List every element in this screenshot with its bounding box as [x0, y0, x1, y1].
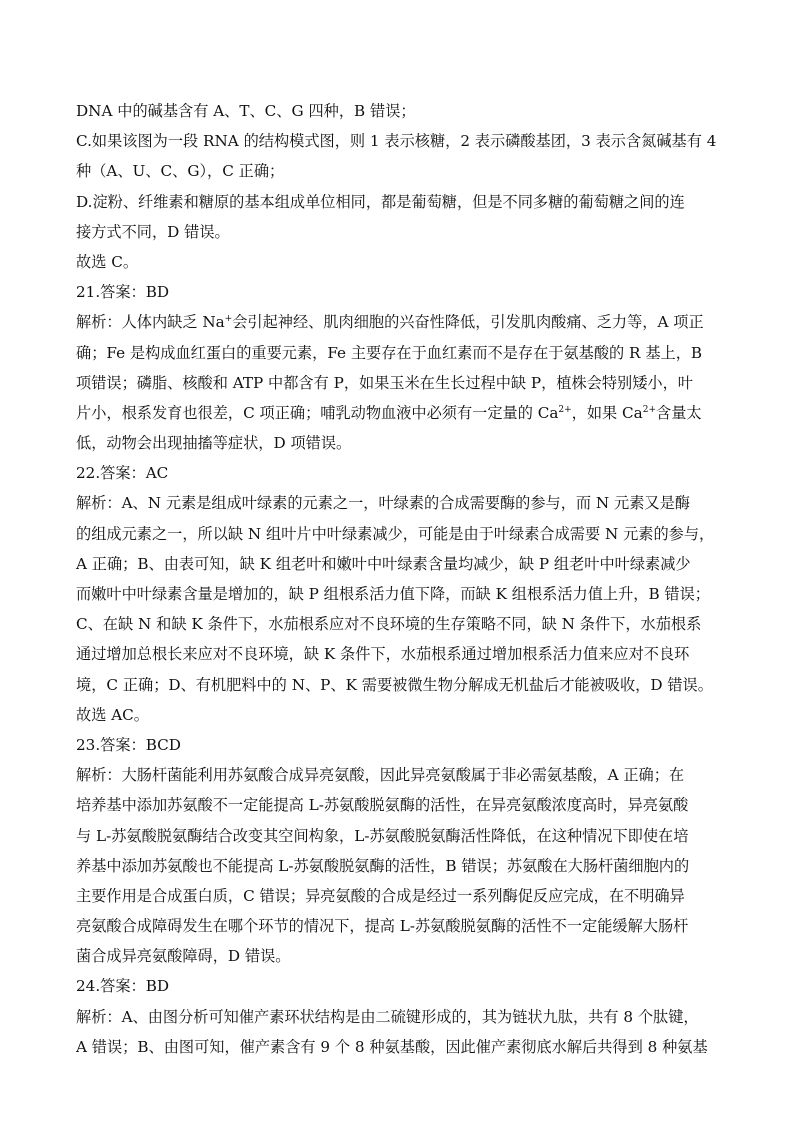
text-segment: 解析：大肠杆菌能利用苏氨酸合成异亮氨酸，因此异亮氨酸属于非必需氨基酸，A 正确；在 — [76, 766, 685, 785]
text-segment: A 正确；B、由表可知，缺 K 组老叶和嫩叶中叶绿素含量均减少，缺 P 组老叶中叶绿素减少 — [76, 554, 691, 573]
text-segment: 的组成元素之一，所以缺 N 组叶片中叶绿素减少，可能是由于叶绿素合成需要 N 元素的参与， — [76, 524, 715, 543]
text-segment: 主要作用是合成蛋白质，C 错误；异亮氨酸的合成是经过一系列酶促反应完成，在不明确异 — [76, 886, 685, 905]
text-segment: 低，动物会出现抽搐等症状，D 项错误。 — [76, 434, 352, 453]
text-segment: A 错误；B、由图可知，催产素含有 9 个 8 种氨基酸，因此催产素彻底水解后共得到 8 种氨基 — [76, 1037, 708, 1056]
text-line — [76, 338, 728, 368]
text-segment: 接方式不同，D 错误。 — [76, 222, 230, 241]
superscript-text: + — [224, 314, 233, 325]
text-segment: 片小，根系发育也很差，C 项正确；哺乳动物血液中必须有一定量的 Ca — [76, 403, 559, 422]
text-line — [76, 579, 728, 609]
text-segment: 确；Fe 是构成血红蛋白的重要元素，Fe 主要存在于血红素而不是存在于氨基酸的 R 基上，B — [76, 343, 703, 362]
text-line — [76, 700, 728, 730]
text-line — [76, 368, 728, 398]
text-line — [76, 428, 728, 458]
text-segment: 23.答案：BCD — [76, 735, 181, 754]
text-segment: DNA 中的碱基含有 A、T、C、G 四种，B 错误； — [76, 102, 416, 120]
text-line — [76, 458, 728, 488]
text-segment: 培养基中添加苏氨酸不一定能提高 L-苏氨酸脱氨酶的活性，在异亮氨酸浓度高时，异亮氨酸 — [76, 796, 689, 815]
text-segment: 而嫩叶中叶绿素含量是增加的，缺 P 组根系活力值下降，而缺 K 组根系活力值上升，B 错误； — [76, 585, 710, 603]
text-line — [76, 488, 728, 518]
text-segment: 解析：A、由图分析可知催产素环状结构是由二硫键形成的，其为链状九肽，共有 8 个肽键， — [76, 1007, 699, 1026]
text-line — [76, 911, 728, 941]
text-line — [76, 730, 728, 760]
text-segment: 菌合成异亮氨酸障碍，D 错误。 — [76, 947, 291, 966]
text-line — [76, 609, 728, 639]
text-line — [76, 760, 728, 790]
text-line — [76, 639, 728, 669]
text-segment: C、在缺 N 和缺 K 条件下，水茄根系应对不良环境的生存策略不同，缺 N 条件下，水茄根系 — [76, 615, 702, 634]
text-line — [76, 851, 728, 881]
text-line — [76, 398, 728, 428]
text-segment: 项错误；磷脂、核酸和 ATP 中都含有 P，如果玉米在生长过程中缺 P，植株会特别矮小，叶 — [76, 373, 693, 392]
text-line — [76, 821, 728, 851]
text-segment: 故选 AC。 — [76, 705, 149, 724]
text-segment: ，如果 Ca — [571, 403, 643, 422]
text-segment: 会引起神经、肌肉细胞的兴奋性降低，引发肌肉酸痛、乏力等，A 项正 — [232, 313, 704, 332]
text-segment: 通过增加总根长来应对不良环境，缺 K 条件下，水茄根系通过增加根系活力值来应对不良环 — [76, 645, 690, 664]
text-line — [76, 881, 728, 911]
document-body — [76, 96, 728, 1062]
text-line — [76, 941, 728, 971]
text-segment: 故选 C。 — [76, 252, 139, 271]
superscript-text: 2+ — [642, 404, 657, 415]
text-line — [76, 277, 728, 307]
text-line — [76, 670, 728, 700]
text-segment: 与 L-苏氨酸脱氨酶结合改变其空间构象，L-苏氨酸脱氨酶活性降低，在这种情况下即使在培 — [76, 826, 689, 845]
text-segment: 种（A、U、C、G），C 正确； — [76, 162, 285, 181]
text-line — [76, 519, 728, 549]
text-line — [76, 1032, 728, 1062]
text-segment: 养基中添加苏氨酸也不能提高 L-苏氨酸脱氨酶的活性，B 错误；苏氨酸在大肠杆菌细胞内的 — [76, 856, 690, 875]
text-line — [76, 1002, 728, 1032]
text-segment: C.如果该图为一段 RNA 的结构模式图，则 1 表示核糖，2 表示磷酸基团，3 表示含氮碱基有 4 — [76, 132, 717, 151]
text-line — [76, 790, 728, 820]
text-line — [76, 217, 728, 247]
text-line — [76, 971, 728, 1001]
text-segment: 22.答案：AC — [76, 464, 169, 483]
text-segment: 亮氨酸合成障碍发生在哪个环节的情况下，提高 L-苏氨酸脱氨酶的活性不一定能缓解大肠杆 — [76, 917, 689, 936]
text-line — [76, 549, 728, 579]
text-segment: 境，C 正确；D、有机肥料中的 N、P、K 需要被微生物分解成无机盐后才能被吸收，D 错误。 — [76, 675, 713, 694]
text-segment: 解析：A、N 元素是组成叶绿素的元素之一，叶绿素的合成需要酶的参与，而 N 元素又是酶 — [76, 494, 690, 513]
text-segment: D.淀粉、纤维素和糖原的基本组成单位相同，都是葡萄糖，但是不同多糖的葡萄糖之间的连 — [76, 192, 685, 211]
text-line — [76, 126, 728, 156]
text-line — [76, 96, 728, 126]
text-line — [76, 187, 728, 217]
text-segment: 21.答案：BD — [76, 283, 170, 302]
text-segment: 含量太 — [656, 403, 702, 422]
text-line — [76, 307, 728, 337]
superscript-text: 2+ — [558, 404, 572, 415]
text-segment: 解析：人体内缺乏 Na — [76, 313, 225, 332]
text-segment: 24.答案：BD — [76, 977, 170, 996]
text-line — [76, 247, 728, 277]
text-line — [76, 156, 728, 186]
